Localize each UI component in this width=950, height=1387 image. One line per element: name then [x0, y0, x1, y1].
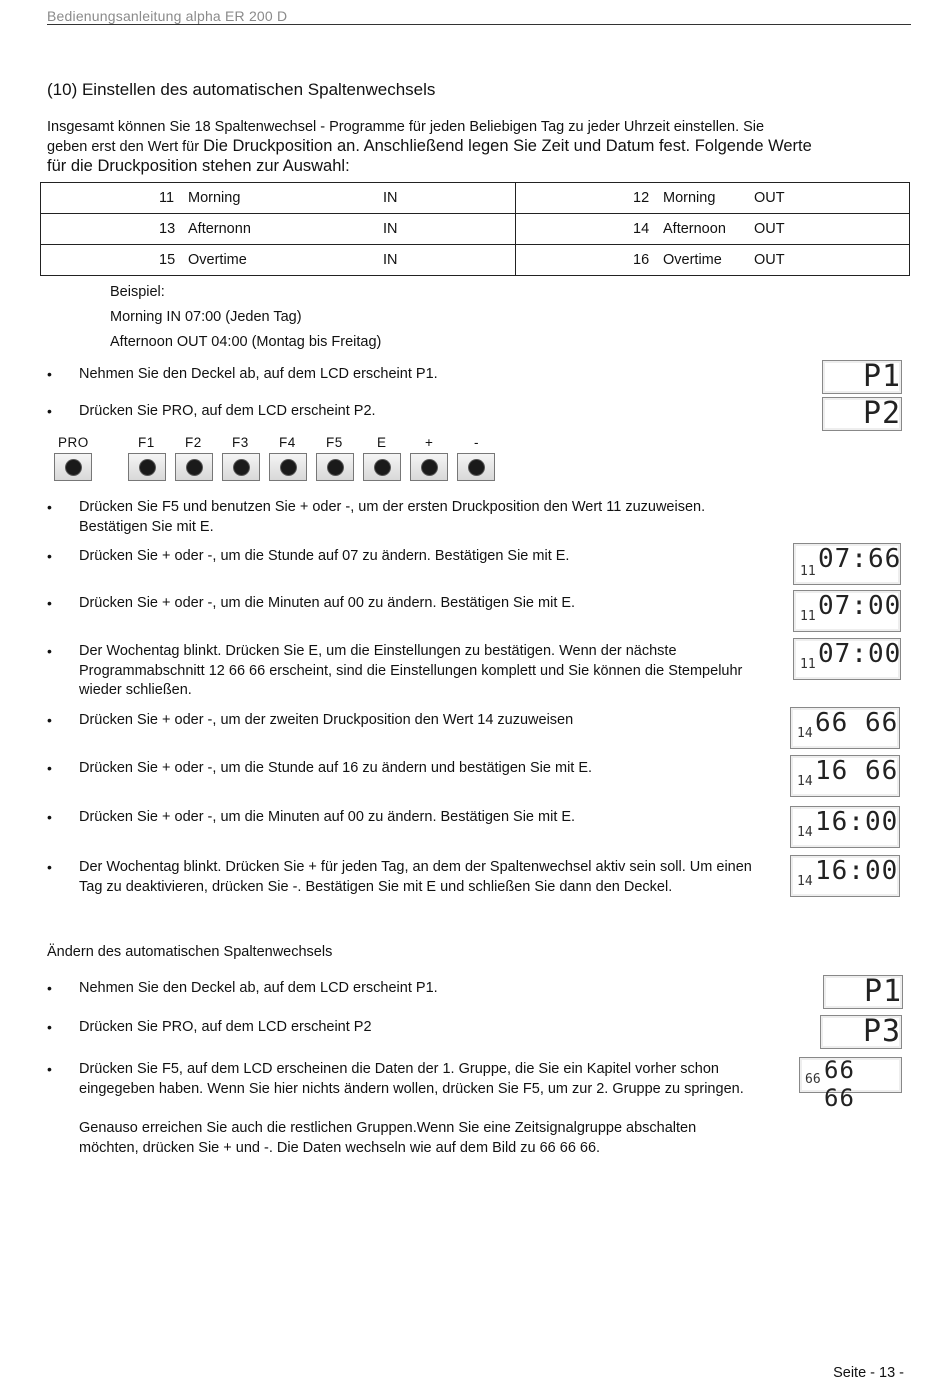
list-item-text: Drücken Sie + oder -, um die Stunde auf 07 zu ändern. Bestätigen Sie mit E. — [79, 548, 570, 564]
lcd-display-p1 — [823, 975, 903, 1009]
code-number: 12 — [633, 190, 650, 206]
code-name: Overtime — [188, 252, 247, 268]
table-cell — [516, 214, 910, 245]
key-knob — [187, 460, 202, 475]
intro-paragraph — [47, 118, 907, 176]
key-label-f1: F1 — [138, 435, 155, 450]
lcd-display-time — [790, 755, 900, 797]
lcd-prefix: 14 — [797, 726, 813, 741]
bullet-dot: • — [47, 760, 52, 776]
example-label: Beispiel: — [110, 284, 165, 300]
bullet-dot: • — [47, 859, 52, 875]
bullet-dot: • — [47, 1061, 52, 1077]
lcd-text: 07:00 — [818, 591, 902, 621]
code-number: 11 — [159, 190, 175, 206]
lcd-text: 16:00 — [815, 807, 899, 837]
table-cell — [41, 183, 516, 214]
key-label-minus: - — [474, 435, 479, 450]
intro-line-2 — [47, 137, 907, 157]
code-name: Afternoon — [663, 221, 726, 237]
code-direction: OUT — [754, 252, 785, 268]
pro-key — [54, 453, 92, 481]
lcd-text: P3 — [863, 1014, 902, 1049]
list-item-text: Nehmen Sie den Deckel ab, auf dem LCD erscheint P1. — [79, 366, 438, 382]
key-knob — [422, 460, 437, 475]
table-row — [41, 183, 910, 214]
key-knob — [140, 460, 155, 475]
example-line-1: Morning IN 07:00 (Jeden Tag) — [110, 309, 302, 325]
lcd-display-p2 — [822, 397, 902, 431]
example-line-2: Afternoon OUT 04:00 (Montag bis Freitag) — [110, 334, 382, 350]
bullet-dot: • — [47, 366, 52, 382]
list-item-text: Nehmen Sie den Deckel ab, auf dem LCD erscheint P1. — [79, 980, 438, 996]
lcd-text: P2 — [863, 396, 902, 431]
lcd-prefix: 11 — [800, 564, 816, 579]
key-label-plus: + — [425, 435, 434, 450]
code-name: Morning — [663, 190, 716, 206]
lcd-display-time — [790, 707, 900, 749]
code-number: 14 — [633, 221, 650, 237]
lcd-prefix: 66 — [805, 1072, 821, 1087]
lcd-display-time — [793, 590, 901, 632]
code-direction: IN — [383, 190, 398, 206]
bullet-dot: • — [47, 809, 52, 825]
lcd-display-p3 — [820, 1015, 902, 1049]
document-header: Bedienungsanleitung alpha ER 200 D — [47, 8, 288, 24]
intro-line-1: Insgesamt können Sie 18 Spaltenwechsel - Programme für jeden Beliebigen Tag zu jeder Uhrzeit einstellen. Sie — [47, 119, 765, 135]
key-knob — [66, 460, 81, 475]
lcd-prefix: 14 — [797, 874, 813, 889]
bullet-dot: • — [47, 980, 52, 996]
bullet-dot: • — [47, 1019, 52, 1035]
lcd-display-time — [793, 543, 901, 585]
table-row — [41, 214, 910, 245]
minus-key — [457, 453, 495, 481]
code-name: Afternonn — [188, 221, 251, 237]
key-knob — [375, 460, 390, 475]
key-label-f4: F4 — [279, 435, 296, 450]
lcd-text: 07:66 — [818, 544, 902, 574]
code-number: 13 — [159, 221, 176, 237]
key-knob — [469, 460, 484, 475]
plus-key — [410, 453, 448, 481]
lcd-text: 16:00 — [815, 856, 899, 886]
lcd-display-time — [793, 638, 901, 680]
key-knob — [281, 460, 296, 475]
key-label-f2: F2 — [185, 435, 202, 450]
code-direction: OUT — [754, 221, 785, 237]
lcd-text: P1 — [863, 359, 902, 394]
lcd-prefix: 11 — [800, 657, 816, 672]
list-item-text: Drücken Sie PRO, auf dem LCD erscheint P2 — [79, 1019, 372, 1035]
table-row — [41, 245, 910, 276]
lcd-display-time — [799, 1056, 902, 1112]
code-number: 16 — [633, 252, 650, 268]
f1-key — [128, 453, 166, 481]
list-item-text: Drücken Sie + oder -, um die Stunde auf 16 zu ändern und bestätigen Sie mit E. — [79, 760, 593, 776]
list-item-text: Drücken Sie + oder -, um der zweiten Druckposition den Wert 14 zuzuweisen — [79, 712, 574, 728]
code-direction: OUT — [754, 190, 785, 206]
list-item-text: Drücken Sie + oder -, um die Minuten auf 00 zu ändern. Bestätigen Sie mit E. — [79, 595, 576, 611]
bullet-dot: • — [47, 499, 52, 515]
intro-line-2a: geben erst den Wert für — [47, 139, 204, 155]
page-number: Seite - 13 - — [833, 1365, 904, 1381]
table-cell — [516, 183, 910, 214]
key-label-f3: F3 — [232, 435, 249, 450]
code-direction: IN — [383, 221, 398, 237]
key-label-e: E — [377, 435, 387, 450]
code-number: 15 — [159, 252, 176, 268]
lcd-prefix: 11 — [800, 609, 816, 624]
table-cell — [41, 214, 516, 245]
key-knob — [234, 460, 249, 475]
section-2-title: Ändern des automatischen Spaltenwechsels — [47, 944, 333, 960]
lcd-text: 66 66 — [824, 1056, 855, 1112]
bullet-dot: • — [47, 595, 52, 611]
lcd-prefix: 14 — [797, 774, 813, 789]
e-key — [363, 453, 401, 481]
code-name: Overtime — [663, 252, 722, 268]
bullet-dot: • — [47, 548, 52, 564]
list-item-text: Genauso erreichen Sie auch die restlichen Gruppen.Wenn Sie eine Zeitsignalgruppe abschalten möchten, drücken Sie + und -. Die Daten wechseln wie auf dem Bild zu 66 66 66. — [79, 1120, 697, 1156]
list-item-text: Der Wochentag blinkt. Drücken Sie E, um die Einstellungen zu bestätigen. Wenn der nächste Programmabschnitt 12 66 66 erscheint, sind die Einstellungen komplett und Sie können die Stempeluhr wieder schließen. — [79, 643, 743, 698]
header-rule — [47, 24, 911, 25]
key-knob — [328, 460, 343, 475]
intro-line-2b: Die Druckposition an. Anschließend legen Sie Zeit und Datum fest. Folgende Werte — [203, 137, 812, 155]
print-position-table — [40, 182, 910, 276]
bullet-dot: • — [47, 712, 52, 728]
bullet-dot: • — [47, 643, 52, 659]
table-cell — [41, 245, 516, 276]
keypad — [52, 435, 502, 485]
lcd-text: 66 66 — [815, 708, 899, 738]
f3-key — [222, 453, 260, 481]
list-item-text: Drücken Sie F5 und benutzen Sie + oder -, um der ersten Druckposition den Wert 11 zuzuweisen. Bestätigen Sie mit E. — [79, 499, 706, 535]
code-name: Morning — [188, 190, 241, 206]
lcd-display-time — [790, 855, 900, 897]
key-label-f5: F5 — [326, 435, 343, 450]
lcd-display-p1 — [822, 360, 902, 394]
lcd-prefix: 14 — [797, 825, 813, 840]
table-cell — [516, 245, 910, 276]
lcd-text: 16 66 — [815, 756, 899, 786]
list-item-text: Drücken Sie F5, auf dem LCD erscheinen die Daten der 1. Gruppe, die Sie ein Kapitel vorher schon eingegeben haben. Wenn Sie hier nichts ändern wollen, drücken Sie F5, um zur 2. Gruppe zu springen. — [79, 1061, 744, 1097]
f5-key — [316, 453, 354, 481]
section-title: (10) Einstellen des automatischen Spaltenwechsels — [47, 80, 436, 99]
list-item-text: Drücken Sie + oder -, um die Minuten auf 00 zu ändern. Bestätigen Sie mit E. — [79, 809, 576, 825]
f4-key — [269, 453, 307, 481]
code-direction: IN — [383, 252, 398, 268]
bullet-dot: • — [47, 403, 52, 419]
lcd-display-time — [790, 806, 900, 848]
list-item-text: Drücken Sie PRO, auf dem LCD erscheint P2. — [79, 403, 376, 419]
intro-line-3: für die Druckposition stehen zur Auswahl: — [47, 157, 350, 175]
f2-key — [175, 453, 213, 481]
key-label-pro: PRO — [58, 435, 89, 450]
lcd-text: 07:00 — [818, 639, 902, 669]
lcd-text: P1 — [864, 974, 903, 1009]
list-item-text: Der Wochentag blinkt. Drücken Sie + für jeden Tag, an dem der Spaltenwechsel aktiv sein soll. Um einen Tag zu deaktivieren, drücken Sie -. Bestätigen Sie mit E und schließen Sie dann den Deckel. — [79, 859, 752, 895]
